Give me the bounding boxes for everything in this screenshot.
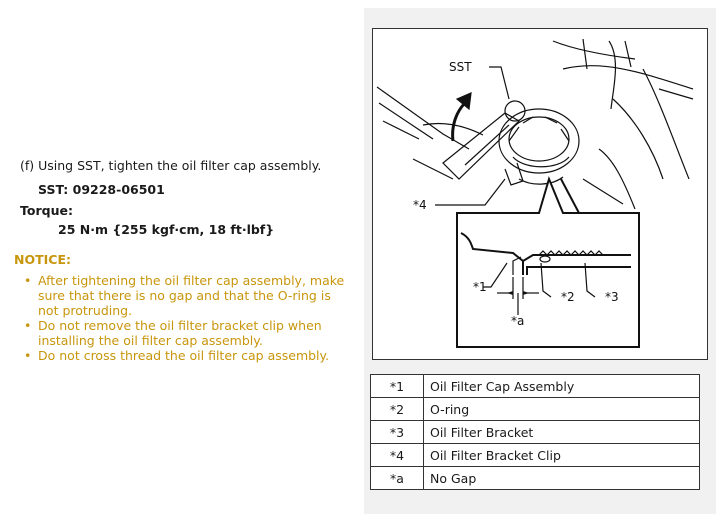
legend-text: Oil Filter Cap Assembly xyxy=(424,375,700,398)
legend-key: *1 xyxy=(371,375,424,398)
torque-label: Torque: xyxy=(20,203,73,218)
legend-key: *a xyxy=(371,467,424,490)
label-c3: *3 xyxy=(605,290,619,304)
notice-item: • After tightening the oil filter cap assembly, make sure that there is no gap and that the O-ring is not protruding. xyxy=(24,273,354,318)
table-row xyxy=(371,421,700,444)
illustration xyxy=(372,28,708,360)
table-row xyxy=(371,444,700,467)
notice-list xyxy=(24,273,354,363)
table-row xyxy=(371,375,700,398)
figure-panel xyxy=(364,8,716,514)
table-row xyxy=(371,467,700,490)
table-row xyxy=(371,398,700,421)
notice-item: • Do not cross thread the oil filter cap assembly. xyxy=(24,348,354,363)
label-c2: *2 xyxy=(561,290,575,304)
legend-text: Oil Filter Bracket xyxy=(424,421,700,444)
label-c4: *4 xyxy=(413,198,427,212)
legend-table xyxy=(370,374,700,490)
sst-number: SST: 09228-06501 xyxy=(38,182,165,197)
notice-item: • Do not remove the oil filter bracket clip when installing the oil filter cap assembly. xyxy=(24,318,354,348)
legend-text: No Gap xyxy=(424,467,700,490)
step-text: (f) Using SST, tighten the oil filter cap assembly. xyxy=(20,158,322,173)
legend-key: *3 xyxy=(371,421,424,444)
legend-text: O-ring xyxy=(424,398,700,421)
legend-key: *2 xyxy=(371,398,424,421)
label-sst: SST xyxy=(449,60,472,74)
label-ca: *a xyxy=(511,314,525,328)
torque-value: 25 N·m {255 kgf·cm, 18 ft·lbf} xyxy=(58,222,275,237)
oil-filter-illustration xyxy=(373,29,709,361)
legend-key: *4 xyxy=(371,444,424,467)
legend-text: Oil Filter Bracket Clip xyxy=(424,444,700,467)
notice-title: NOTICE: xyxy=(14,252,71,267)
label-c1: *1 xyxy=(473,280,487,294)
